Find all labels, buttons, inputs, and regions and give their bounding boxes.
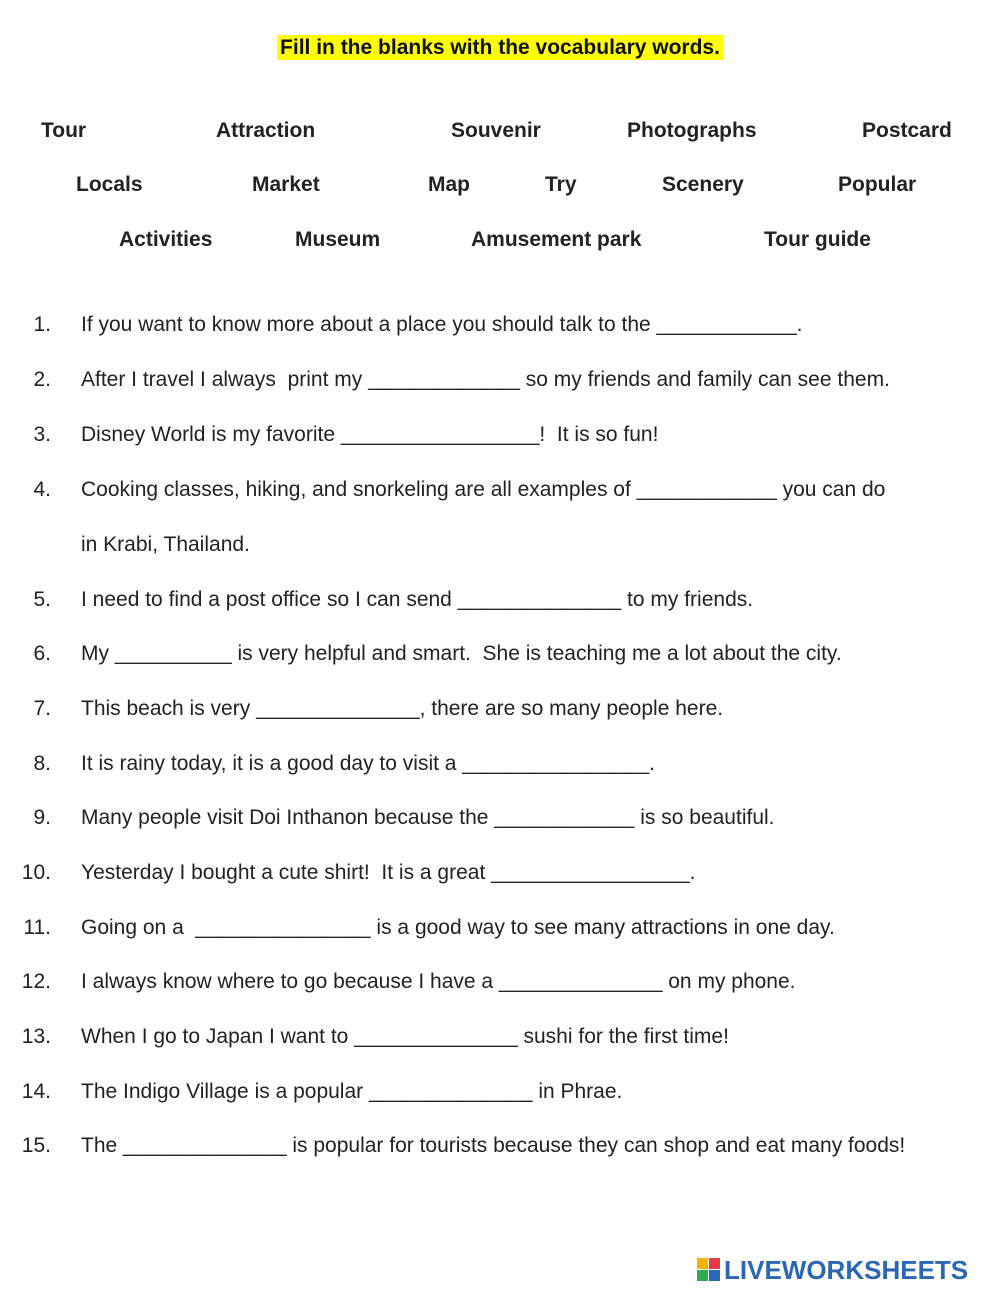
question-text: This beach is very ______________, there are so many people here. (81, 697, 724, 720)
word-try: Try (545, 173, 577, 196)
question-number: 6. (33, 642, 51, 665)
liveworksheets-logo[interactable] (697, 1255, 968, 1285)
question-13 (0, 1025, 1000, 1051)
question-14 (0, 1080, 1000, 1106)
question-number: 15. (21, 1134, 51, 1157)
question-number: 5. (33, 588, 51, 611)
question-3 (0, 423, 1000, 449)
question-text: Cooking classes, hiking, and snorkeling are all examples of ____________ you can do (81, 478, 886, 501)
question-text: The Indigo Village is a popular ______________ in Phrae. (81, 1080, 623, 1103)
question-12 (0, 970, 1000, 996)
question-4 (0, 478, 1000, 504)
question-text: My __________ is very helpful and smart. She is teaching me a lot about the city. (81, 642, 842, 665)
question-5 (0, 588, 1000, 614)
liveworksheets-logo-text: LIVEWORKSHEETS (724, 1254, 969, 1285)
question-8 (0, 752, 1000, 778)
word-photographs: Photographs (627, 119, 757, 142)
question-text: I always know where to go because I have a ______________ on my phone. (81, 970, 796, 993)
question-text: Many people visit Doi Inthanon because the ____________ is so beautiful. (81, 806, 775, 829)
question-text: Disney World is my favorite _________________! It is so fun! (81, 423, 659, 446)
question-text: If you want to know more about a place you should talk to the ____________. (81, 313, 803, 336)
word-amusement-park: Amusement park (471, 228, 642, 251)
word-tour: Tour (41, 119, 87, 142)
question-text: Going on a _______________ is a good way to see many attractions in one day. (81, 916, 835, 939)
question-9 (0, 806, 1000, 832)
title-highlight: Fill in the blanks with the vocabulary words. (277, 35, 723, 60)
question-4-continued (0, 533, 1000, 559)
question-number: 7. (33, 697, 51, 720)
question-number: 10. (21, 861, 51, 884)
word-popular: Popular (838, 173, 917, 196)
word-map: Map (428, 173, 470, 196)
question-text: It is rainy today, it is a good day to visit a ________________. (81, 752, 655, 775)
question-number: 4. (33, 478, 51, 501)
question-number: 2. (33, 368, 51, 391)
word-museum: Museum (295, 228, 381, 251)
question-number: 14. (21, 1080, 51, 1103)
question-number: 1. (33, 313, 51, 336)
question-number: 9. (33, 806, 51, 829)
question-text: When I go to Japan I want to ______________ sushi for the first time! (81, 1025, 729, 1048)
question-text: Yesterday I bought a cute shirt! It is a great _________________. (81, 861, 696, 884)
question-11 (0, 916, 1000, 942)
word-activities: Activities (119, 228, 213, 251)
question-number: 12. (21, 970, 51, 993)
word-market: Market (252, 173, 320, 196)
word-postcard: Postcard (862, 119, 952, 142)
question-number: 8. (33, 752, 51, 775)
question-15 (0, 1134, 1000, 1160)
question-2 (0, 368, 1000, 394)
worksheet-title (0, 36, 1000, 60)
word-locals: Locals (76, 173, 143, 196)
word-souvenir: Souvenir (451, 119, 541, 142)
question-number: 3. (33, 423, 51, 446)
question-text: After I travel I always print my _____________ so my friends and family can see them. (81, 368, 890, 391)
question-text: The ______________ is popular for tourists because they can shop and eat many foods! (81, 1134, 906, 1157)
question-number: 13. (21, 1025, 51, 1048)
question-text-continued: in Krabi, Thailand. (81, 533, 250, 556)
word-tour-guide: Tour guide (764, 228, 871, 251)
question-text: I need to find a post office so I can send ______________ to my friends. (81, 588, 754, 611)
question-10 (0, 861, 1000, 887)
liveworksheets-logo-icon (697, 1258, 721, 1282)
question-1 (0, 313, 1000, 339)
word-attraction: Attraction (216, 119, 316, 142)
word-scenery: Scenery (662, 173, 744, 196)
question-number: 11. (23, 916, 51, 939)
question-7 (0, 697, 1000, 723)
question-6 (0, 642, 1000, 668)
